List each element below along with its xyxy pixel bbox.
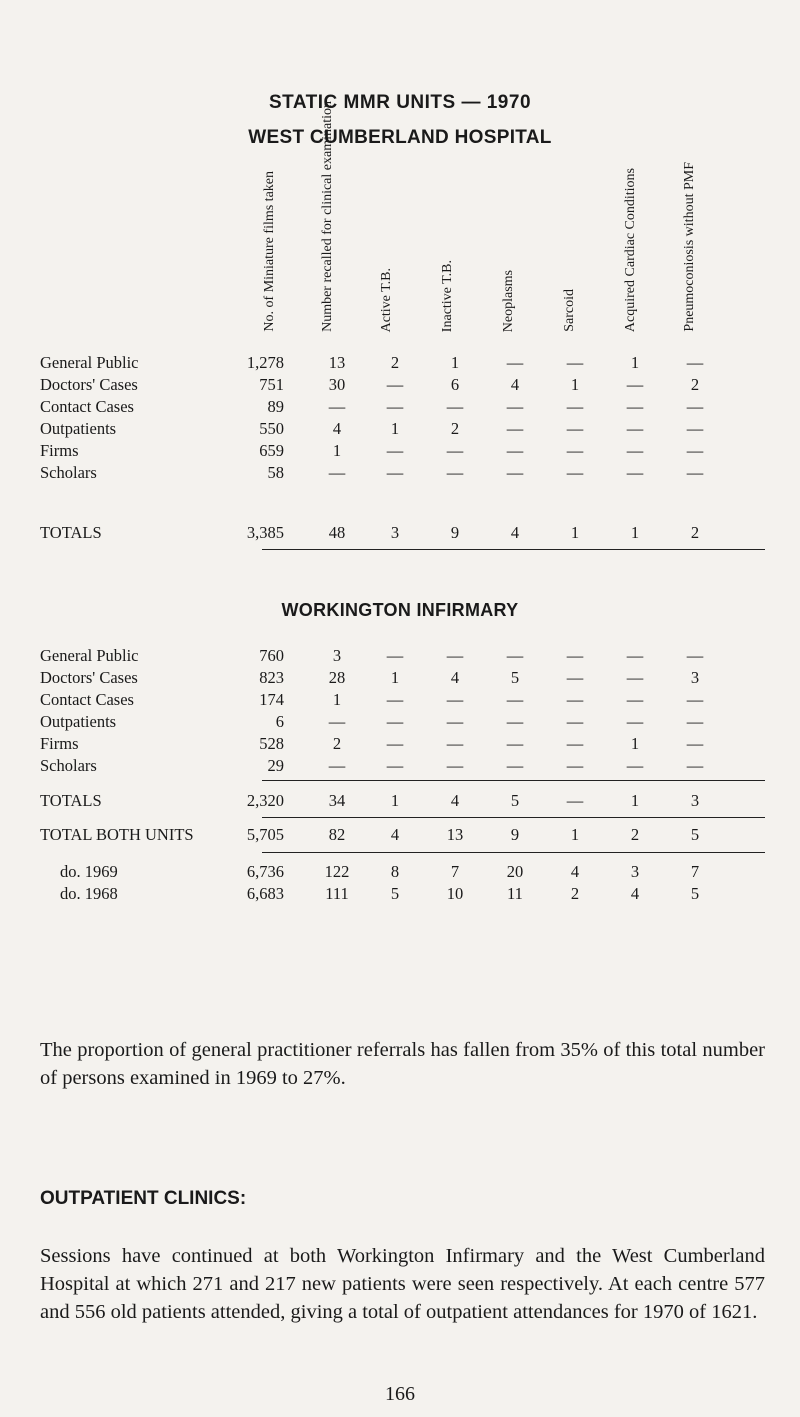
table-cell: 1 — [630, 353, 640, 372]
table-cell: 6 — [450, 375, 460, 394]
table-row — [0, 375, 800, 397]
table-cell: 2 — [570, 884, 580, 903]
table-cell: — — [626, 712, 644, 731]
table-cell: 5 — [690, 884, 700, 903]
table-cell: 111 — [325, 884, 349, 903]
table-cell: 3 — [630, 862, 640, 881]
column-header-label: Sarcoid — [562, 289, 577, 332]
table-cell: 7 — [690, 862, 700, 881]
table-cell: — — [328, 712, 346, 731]
table-cell: 1 — [332, 690, 342, 709]
row-label: Firms — [40, 441, 79, 460]
table-cell: — — [506, 419, 524, 438]
table-cell: 2 — [390, 353, 400, 372]
table-cell: — — [446, 463, 464, 482]
table-cell: 823 — [259, 668, 284, 687]
table-cell: — — [446, 690, 464, 709]
table-cell: 2 — [690, 375, 700, 394]
column-header-label: Active T.B. — [379, 267, 394, 332]
column-header — [320, 101, 356, 332]
table-cell: — — [328, 756, 346, 775]
row-label: Firms — [40, 734, 79, 753]
table-cell: — — [506, 734, 524, 753]
table-cell: — — [686, 441, 704, 460]
column-header — [379, 182, 415, 332]
column-header-label: Pneumoconiosis without PMF — [682, 162, 697, 332]
row-label: General Public — [40, 353, 139, 372]
table-row — [0, 862, 800, 884]
table-cell: — — [686, 756, 704, 775]
table-cell: 3 — [332, 646, 342, 665]
table-cell: 10 — [446, 884, 464, 903]
table-cell: 1,278 — [246, 353, 284, 372]
table-cell: — — [686, 712, 704, 731]
table-row — [0, 353, 800, 375]
table-cell: — — [506, 463, 524, 482]
table-cell: 5 — [510, 668, 520, 687]
table-cell: 528 — [259, 734, 284, 753]
column-header — [262, 171, 298, 332]
column-header-label: Neoplasms — [501, 269, 516, 332]
table-cell: 1 — [630, 523, 640, 542]
section-heading-outpatient: OUTPATIENT CLINICS: — [40, 1188, 247, 1209]
table-cell: — — [506, 353, 524, 372]
table-cell: — — [386, 756, 404, 775]
table-cell: — — [446, 646, 464, 665]
table-cell: — — [386, 712, 404, 731]
table-row — [0, 668, 800, 690]
table-cell: — — [626, 419, 644, 438]
column-header — [623, 167, 659, 332]
table-cell: 1 — [390, 791, 400, 810]
table-cell: 3,385 — [246, 523, 284, 542]
table-cell: 1 — [570, 825, 580, 844]
table-row — [0, 397, 800, 419]
table-cell: 1 — [390, 419, 400, 438]
table-cell: — — [686, 353, 704, 372]
table-cell: 20 — [506, 862, 524, 881]
row-label: Outpatients — [40, 419, 117, 438]
table-cell: — — [566, 668, 584, 687]
table-row — [0, 646, 800, 668]
row-label: TOTALS — [40, 523, 102, 542]
table-row — [0, 791, 800, 813]
table-cell: 3 — [690, 791, 700, 810]
table-cell: 4 — [450, 668, 460, 687]
table-cell: — — [386, 441, 404, 460]
table-rule — [262, 817, 765, 818]
table-cell: — — [506, 712, 524, 731]
row-label: Doctors' Cases — [40, 375, 138, 394]
table-cell: 2,320 — [246, 791, 284, 810]
table-cell: — — [446, 712, 464, 731]
column-header-label: Inactive T.B. — [440, 259, 455, 332]
table-cell: 29 — [267, 756, 284, 775]
table-cell: 28 — [328, 668, 346, 687]
column-header-label: Number recalled for clinical examination — [320, 101, 335, 332]
table-cell: 30 — [328, 375, 346, 394]
table-cell: 5 — [690, 825, 700, 844]
table-cell: 6 — [275, 712, 284, 731]
table-cell: 4 — [450, 791, 460, 810]
table-cell: — — [686, 397, 704, 416]
table-cell: 1 — [630, 791, 640, 810]
table-cell: 6,683 — [246, 884, 284, 903]
table-cell: 9 — [510, 825, 520, 844]
table-cell: 6,736 — [246, 862, 284, 881]
table-row — [0, 712, 800, 734]
table-cell: — — [686, 419, 704, 438]
table-cell: 550 — [259, 419, 284, 438]
table-cell: — — [626, 646, 644, 665]
paragraph-outpatient: Sessions have continued at both Workington Infirmary and the West Cumberland Hospital at which 271 and 217 new patients were seen respectively. At each centre 577 and 556 old patients attended, giving a total of outpatient attendances for 1970 of 1621. — [40, 1245, 765, 1323]
table-cell: 7 — [450, 862, 460, 881]
table-row — [0, 441, 800, 463]
page-number: 166 — [385, 1383, 415, 1405]
table-row — [0, 463, 800, 485]
table-cell: 11 — [507, 884, 523, 903]
row-label: TOTAL BOTH UNITS — [40, 825, 194, 844]
column-header-label: No. of Miniature films taken — [262, 171, 277, 332]
table-cell: 4 — [510, 375, 520, 394]
table-cell: 122 — [324, 862, 350, 881]
table-cell: — — [386, 463, 404, 482]
table-row — [0, 756, 800, 778]
table-cell: — — [446, 756, 464, 775]
table-cell: — — [566, 734, 584, 753]
row-label: Scholars — [40, 463, 97, 482]
table-cell: 4 — [390, 825, 400, 844]
table-cell: — — [506, 690, 524, 709]
table-cell: 13 — [328, 353, 346, 372]
table-cell: — — [686, 646, 704, 665]
table-cell: 8 — [390, 862, 400, 881]
table-cell: — — [686, 690, 704, 709]
table-cell: — — [626, 397, 644, 416]
table-cell: 48 — [328, 523, 346, 542]
table-cell: — — [686, 734, 704, 753]
table-cell: — — [626, 690, 644, 709]
table-rule — [262, 780, 765, 781]
table-row — [0, 690, 800, 712]
column-header — [440, 182, 476, 332]
table-cell: 2 — [450, 419, 460, 438]
table-cell: 1 — [390, 668, 400, 687]
row-label: Outpatients — [40, 712, 117, 731]
table-cell: 89 — [267, 397, 284, 416]
table-cell: 9 — [450, 523, 460, 542]
row-label: do. 1968 — [60, 884, 118, 903]
table-row — [0, 734, 800, 756]
table-cell: 4 — [570, 862, 580, 881]
table-cell: 34 — [328, 791, 346, 810]
table-cell: — — [506, 756, 524, 775]
table-cell: 2 — [332, 734, 342, 753]
table-cell: 5,705 — [246, 825, 284, 844]
table-cell: — — [626, 375, 644, 394]
table-cell: 2 — [690, 523, 700, 542]
table-cell: — — [566, 353, 584, 372]
column-header-label: Acquired Cardiac Conditions — [623, 167, 638, 332]
row-label: General Public — [40, 646, 139, 665]
table-cell: 3 — [390, 523, 400, 542]
table-cell: — — [566, 690, 584, 709]
table-cell: — — [626, 668, 644, 687]
document-title: STATIC MMR UNITS — 1970 — [268, 92, 532, 113]
table-row — [0, 884, 800, 906]
table-cell: — — [506, 646, 524, 665]
table-cell: 1 — [570, 523, 580, 542]
table-cell: — — [626, 463, 644, 482]
table-row — [0, 523, 800, 545]
table-cell: — — [566, 463, 584, 482]
hospital-heading: WEST CUMBERLAND HOSPITAL — [248, 127, 552, 148]
table-cell: — — [506, 397, 524, 416]
table-cell: 1 — [332, 441, 342, 460]
table-cell: 1 — [630, 734, 640, 753]
table-cell: — — [328, 463, 346, 482]
table-rule — [262, 549, 765, 550]
table-cell: — — [626, 756, 644, 775]
column-header — [562, 182, 598, 332]
table-cell: 760 — [259, 646, 284, 665]
table-cell: 82 — [328, 825, 346, 844]
table-cell: — — [386, 375, 404, 394]
table-cell: — — [386, 397, 404, 416]
row-label: Contact Cases — [40, 397, 134, 416]
table-cell: 5 — [510, 791, 520, 810]
table-cell: 2 — [630, 825, 640, 844]
table-cell: 3 — [690, 668, 700, 687]
table-cell: — — [566, 646, 584, 665]
table-cell: — — [566, 756, 584, 775]
table-row — [0, 419, 800, 441]
table-row — [0, 825, 800, 847]
table-cell: — — [566, 791, 584, 810]
table-cell: 4 — [630, 884, 640, 903]
table-cell: 174 — [259, 690, 284, 709]
row-label: Doctors' Cases — [40, 668, 138, 687]
table-cell: — — [386, 734, 404, 753]
row-label: do. 1969 — [60, 862, 118, 881]
table-cell: — — [386, 646, 404, 665]
table-cell: 751 — [259, 375, 284, 394]
table-cell: 13 — [446, 825, 464, 844]
table-cell: 5 — [390, 884, 400, 903]
row-label: TOTALS — [40, 791, 102, 810]
table-cell: — — [566, 712, 584, 731]
table-cell: — — [686, 463, 704, 482]
table-cell: — — [506, 441, 524, 460]
row-label: Contact Cases — [40, 690, 134, 709]
workington-heading: WORKINGTON INFIRMARY — [281, 600, 519, 620]
table-cell: — — [386, 690, 404, 709]
table-cell: 58 — [267, 463, 284, 482]
column-header — [682, 162, 718, 332]
table-cell: — — [328, 397, 346, 416]
row-label: Scholars — [40, 756, 97, 775]
table-cell: 4 — [332, 419, 342, 438]
table-cell: — — [626, 441, 644, 460]
table-cell: — — [446, 441, 464, 460]
table-cell: — — [566, 419, 584, 438]
table-cell: — — [446, 397, 464, 416]
column-header — [501, 182, 537, 332]
table-cell: 659 — [259, 441, 284, 460]
table-cell: — — [446, 734, 464, 753]
table-cell: 1 — [450, 353, 460, 372]
table-cell: 1 — [570, 375, 580, 394]
table-cell: 4 — [510, 523, 520, 542]
table-cell: — — [566, 397, 584, 416]
table-cell: — — [566, 441, 584, 460]
table-rule — [262, 852, 765, 853]
paragraph-referrals: The proportion of general practitioner referrals has fallen from 35% of this total number of persons examined in 1969 to 27%. — [40, 1039, 765, 1089]
